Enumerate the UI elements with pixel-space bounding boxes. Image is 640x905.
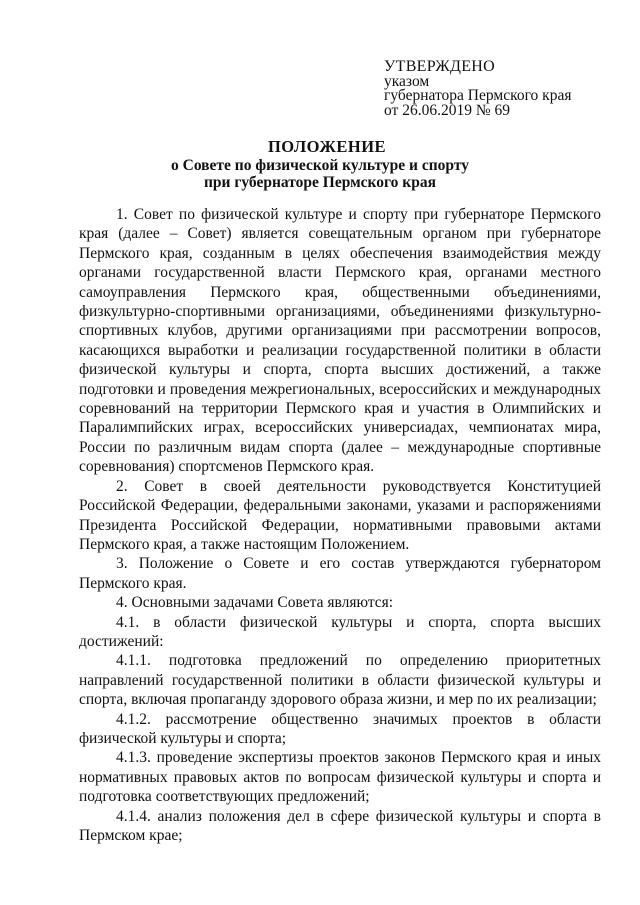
document-body: [79, 205, 601, 845]
paragraph-4-1: 4.1. в области физической культуры и спорта, спорта высших достижений:: [79, 613, 601, 650]
paragraph-1: 1. Совет по физической культуре и спорту при губернаторе Пермского края (далее – Совет) является совещательным органом при губернаторе Пермского края, созданным в целях обеспечения взаимодействия между органами государственной власти Пермского края, органами местного самоуправления Пермского края, общественными объединениями, физкультурно-спортивными организациями, объединениями физкультурно-спортивных клубов, другими организациями при рассмотрении вопросов, касающихся выработки и реализации государственной политики в области физической культуры и спорта, спорта высших достижений, а также подготовки и проведения межрегиональных, всероссийских и международных соревнований на территории Пермского края и участия в Олимпийских и Паралимпийских играх, всероссийских универсиадах, чемпионатах мира, России по различным видам спорта (далее – международные спортивные соревнования) спортсменов Пермского края.: [79, 206, 601, 476]
title-main: ПОЛОЖЕНИЕ: [267, 137, 387, 156]
paragraph-4-1-2: 4.1.2. рассмотрение общественно значимых проектов в области физической культуры и спорта;: [79, 710, 601, 747]
title-subtitle-line-1: о Совете по физической культуре и спорту: [171, 157, 469, 174]
approval-heading: УТВЕРЖДЕНО: [384, 58, 496, 75]
paragraph-2: 2. Совет в своей деятельности руководствуется Конституцией Российской Федерации, федеральными законами, указами и распоряжениями Президента Российской Федерации, нормативными правовыми актами Пермского края, а также настоящим Положением.: [79, 477, 601, 553]
paragraph-4-1-3: 4.1.3. проведение экспертизы проектов законов Пермского края и иных нормативных правовых актов по вопросам физической культуры и спорта и подготовка соответствующих предложений;: [79, 749, 601, 806]
paragraph-4-1-4: 4.1.4. анализ положения дел в сфере физической культуры и спорта в Пермском крае;: [79, 807, 601, 844]
paragraph-4-1-1: 4.1.1. подготовка предложений по определению приоритетных направлений государственной политики в области физической культуры и спорта, включая пропаганду здорового образа жизни, и мер по их реализации;: [79, 652, 601, 709]
approval-stamp: [384, 60, 571, 118]
approval-decree-label: указом: [384, 72, 430, 90]
paragraph-3: 3. Положение о Совете и его состав утверждаются губернатором Пермского края.: [79, 555, 601, 592]
title-subtitle-line-2: при губернаторе Пермского края: [203, 174, 436, 191]
paragraph-4: 4. Основными задачами Совета являются:: [116, 594, 394, 612]
document-title: [0, 137, 640, 191]
approval-issuer: губернатора Пермского края: [384, 87, 572, 104]
approval-date-number: от 26.06.2019 № 69: [384, 101, 510, 119]
